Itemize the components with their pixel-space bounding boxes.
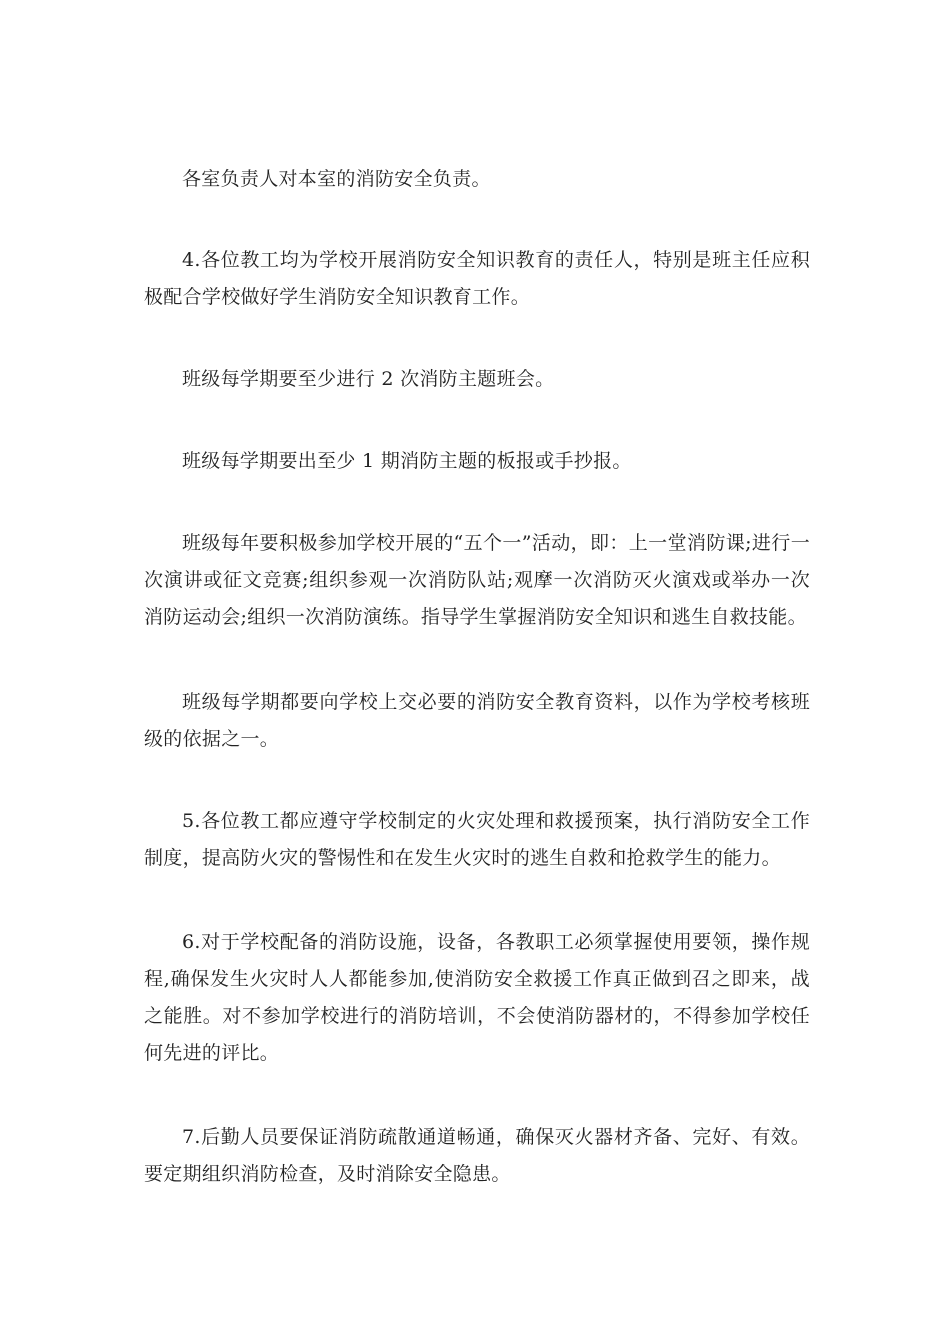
- paragraph-five-ones-activity: 班级每年要积极参加学校开展的“五个一”活动，即：上一堂消防课;进行一次演讲或征文竞赛;组织参观一次消防队站;观摩一次消防灭火演戏或举办一次消防运动会;组织一次消防演练。指导学生掌握消防安全知识和逃生自救技能。: [144, 532, 810, 628]
- paragraph-room-responsibility: 各室负责人对本室的消防安全负责。: [182, 168, 491, 190]
- paragraph-item-6: 6.对于学校配备的消防设施，设备，各教职工必须掌握使用要领，操作规程,确保发生火灾时人人都能参加,使消防安全救援工作真正做到召之即来，战之能胜。对不参加学校进行的消防培训，不会使消防器材的，不得参加学校任何先进的评比。: [144, 931, 810, 1064]
- paragraph-education-materials: 班级每学期都要向学校上交必要的消防安全教育资料，以作为学校考核班级的依据之一。: [144, 691, 810, 750]
- paragraph-blackboard-newspaper: 班级每学期要出至少 1 期消防主题的板报或手抄报。: [182, 450, 632, 472]
- paragraph-item-7: 7.后勤人员要保证消防疏散通道畅通，确保灭火器材齐备、完好、有效。要定期组织消防检查，及时消除安全隐患。: [144, 1126, 810, 1185]
- document-body: [144, 161, 810, 1193]
- paragraph-item-4: 4.各位教工均为学校开展消防安全知识教育的责任人，特别是班主任应积极配合学校做好学生消防安全知识教育工作。: [144, 249, 810, 308]
- paragraph-class-meetings: 班级每学期要至少进行 2 次消防主题班会。: [182, 368, 555, 390]
- paragraph-item-5: 5.各位教工都应遵守学校制定的火灾处理和救援预案，执行消防安全工作制度，提高防火灾的警惕性和在发生火灾时的逃生自救和抢救学生的能力。: [144, 810, 810, 869]
